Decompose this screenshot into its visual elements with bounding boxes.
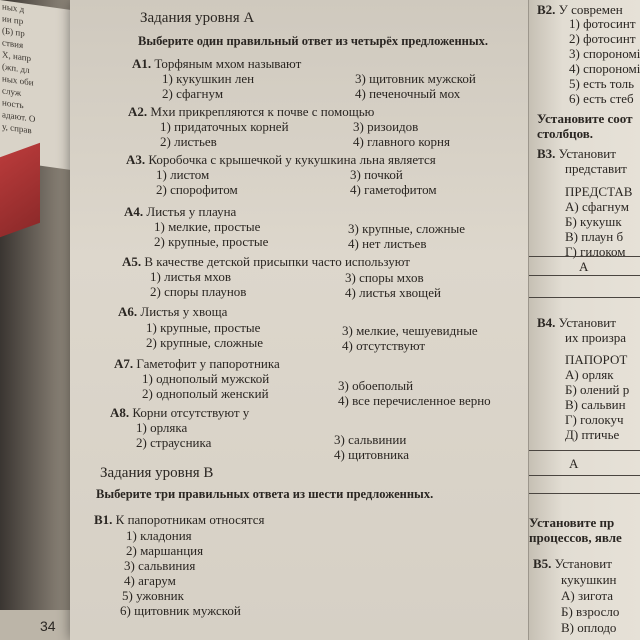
section-b-instruction: Выберите три правильных ответа из шести предложенных.: [96, 487, 434, 501]
option: 6) щитовник мужской: [120, 603, 241, 618]
question-text-cont: кукушкин: [561, 572, 617, 587]
question-text-cont: их произра: [565, 330, 627, 345]
option: 1) придаточных корней: [160, 119, 289, 134]
left-sheet-line: ных д: [2, 1, 25, 15]
left-sheet-line: служ: [2, 85, 22, 98]
option: 1) кукушкин лен: [162, 71, 255, 86]
question-text: Гаметофит у папоротника: [136, 356, 280, 371]
option: 3) крупные, сложные: [348, 221, 466, 236]
option: 3) обоеполый: [338, 378, 414, 393]
list-item: В) сальвин: [565, 397, 626, 412]
question-number: А8.: [110, 405, 130, 420]
option: 4) листья хвощей: [345, 285, 441, 300]
left-sheet-line: (жп. дл: [2, 61, 30, 76]
option: 4) нет листьев: [348, 236, 427, 251]
question-a6: [118, 304, 227, 320]
question-text: Корни отсутствуют у: [132, 405, 250, 420]
option: 4) отсутствуют: [342, 338, 426, 353]
question-number: А3.: [126, 152, 146, 167]
question-number: В1.: [94, 512, 113, 527]
table-header: А: [579, 259, 589, 274]
option: 4) главного корня: [353, 134, 450, 149]
list-item: Б) взросло: [561, 604, 620, 619]
question-text: Коробочка с крышечкой у кукушкина льна является: [148, 152, 436, 167]
question-text: Установит: [558, 315, 616, 330]
option: 4) печеночный мох: [355, 86, 461, 101]
question-b1: [94, 512, 265, 528]
question-text-cont: представит: [565, 161, 627, 176]
question-number: А5.: [122, 254, 142, 269]
question-b3: [537, 146, 616, 162]
option: 5) есть толь: [569, 76, 635, 91]
list-item: А) орляк: [565, 367, 614, 382]
section-b-title: Задания уровня В: [100, 465, 214, 481]
option: 2) споры плаунов: [150, 284, 247, 299]
option: 3) сальвинии: [334, 432, 407, 447]
list-item: Д) птичье: [565, 427, 620, 442]
left-sheet-line: (Б) пр: [2, 25, 25, 39]
match-intro: столбцов.: [537, 126, 594, 141]
question-number: В3.: [537, 146, 556, 161]
section-a-title: Задания уровня А: [140, 10, 255, 26]
question-b4: [537, 315, 616, 331]
question-number: В5.: [533, 556, 552, 571]
option: 2) крупные, сложные: [146, 335, 264, 350]
question-text: Установит: [558, 146, 616, 161]
answer-table: [529, 450, 640, 494]
list-item: В) плаун б: [565, 229, 624, 244]
option: 2) однополый женский: [142, 386, 269, 401]
list-item: А) сфагнум: [565, 199, 629, 214]
question-a1: [132, 56, 301, 72]
option: 2) крупные, простые: [154, 234, 269, 249]
red-book-edge: [0, 143, 40, 238]
left-sheet-line: ных оби: [2, 73, 34, 88]
option: 4) все перечисленное верно: [338, 393, 491, 408]
sequence-intro: процессов, явле: [529, 530, 622, 545]
option: 2) страусника: [136, 435, 212, 450]
option: 2) сфагнум: [162, 86, 224, 101]
question-number: А7.: [114, 356, 134, 371]
question-a2: [128, 104, 374, 120]
right-page: [528, 0, 640, 640]
option: 4) щитовника: [334, 447, 409, 462]
question-text: Листья у плауна: [146, 204, 237, 219]
question-text: В качестве детской присыпки часто используют: [144, 254, 410, 269]
left-sheet-line: Х, напр: [2, 49, 32, 64]
left-sheet-line: ии пр: [2, 13, 24, 27]
option: 1) крупные, простые: [146, 320, 261, 335]
list-item: А) зигота: [561, 588, 614, 603]
option: 1) листья мхов: [150, 269, 232, 284]
option: 3) щитовник мужской: [355, 71, 476, 86]
option: 4) спорономі: [569, 61, 640, 76]
question-number: А6.: [118, 304, 138, 319]
option: 3) мелкие, чешуевидные: [342, 323, 478, 338]
left-sheet-fragment: [0, 0, 80, 171]
question-text: Установит: [554, 556, 612, 571]
left-sheet-line: ствия: [2, 37, 24, 51]
question-number: В4.: [537, 315, 556, 330]
question-text: У современ: [558, 2, 623, 17]
option: 1) кладония: [126, 528, 192, 543]
table-header: А: [569, 456, 579, 471]
table-divider: [529, 475, 640, 476]
question-text: Торфяным мхом называют: [154, 56, 302, 71]
question-text: Листья у хвоща: [140, 304, 228, 319]
option: 1) мелкие, простые: [154, 219, 261, 234]
question-number: В2.: [537, 2, 556, 17]
list-item: Б) кукушк: [565, 214, 622, 229]
page-number: 34: [40, 618, 56, 634]
answer-table: [529, 256, 640, 298]
option: 2) маршанция: [126, 543, 204, 558]
sequence-intro: Установите пр: [529, 515, 615, 530]
option: 1) орляка: [136, 420, 188, 435]
table-divider: [529, 275, 640, 276]
option: 2) фотосинт: [569, 31, 636, 46]
question-a4: [124, 204, 236, 220]
question-text: К папоротникам относятся: [115, 512, 265, 527]
option: 3) спорономі: [569, 46, 640, 61]
option: 3) споры мхов: [345, 270, 424, 285]
column-header: ПРЕДСТАВ: [565, 184, 633, 199]
option: 3) ризоидов: [353, 119, 419, 134]
question-a3: [126, 152, 436, 168]
question-b5: [533, 556, 612, 572]
main-page: [70, 0, 530, 640]
option: 2) спорофитом: [156, 182, 238, 197]
question-number: А4.: [124, 204, 144, 219]
question-number: А2.: [128, 104, 148, 119]
option: 3) сальвиния: [124, 558, 196, 573]
list-item: Б) олений р: [565, 382, 630, 397]
question-number: А1.: [132, 56, 152, 71]
option: 4) гаметофитом: [350, 182, 437, 197]
list-item: В) оплодо: [561, 620, 617, 635]
question-a8: [110, 405, 249, 421]
question-a7: [114, 356, 280, 372]
option: 5) ужовник: [122, 588, 184, 603]
question-text: Мхи прикрепляются к почве с помощью: [150, 104, 375, 119]
option: 6) есть стеб: [569, 91, 634, 106]
left-sheet-line: у, справ: [2, 121, 32, 136]
list-item: Г) голокуч: [565, 412, 624, 427]
list-item: Г) гилоком: [565, 244, 626, 259]
option: 1) листом: [156, 167, 210, 182]
match-intro: Установите соот: [537, 111, 633, 126]
option: 3) почкой: [350, 167, 403, 182]
section-a-instruction: Выберите один правильный ответ из четырёх предложенных.: [138, 34, 489, 48]
left-sheet-line: адают. О: [2, 109, 36, 124]
column-header: ПАПОРОТ: [565, 352, 628, 367]
question-a5: [122, 254, 410, 270]
option: 2) листьев: [160, 134, 217, 149]
left-sheet-line: ность: [2, 97, 24, 111]
option: 4) агарум: [124, 573, 176, 588]
option: 1) фотосинт: [569, 16, 636, 31]
option: 1) однополый мужской: [142, 371, 270, 386]
